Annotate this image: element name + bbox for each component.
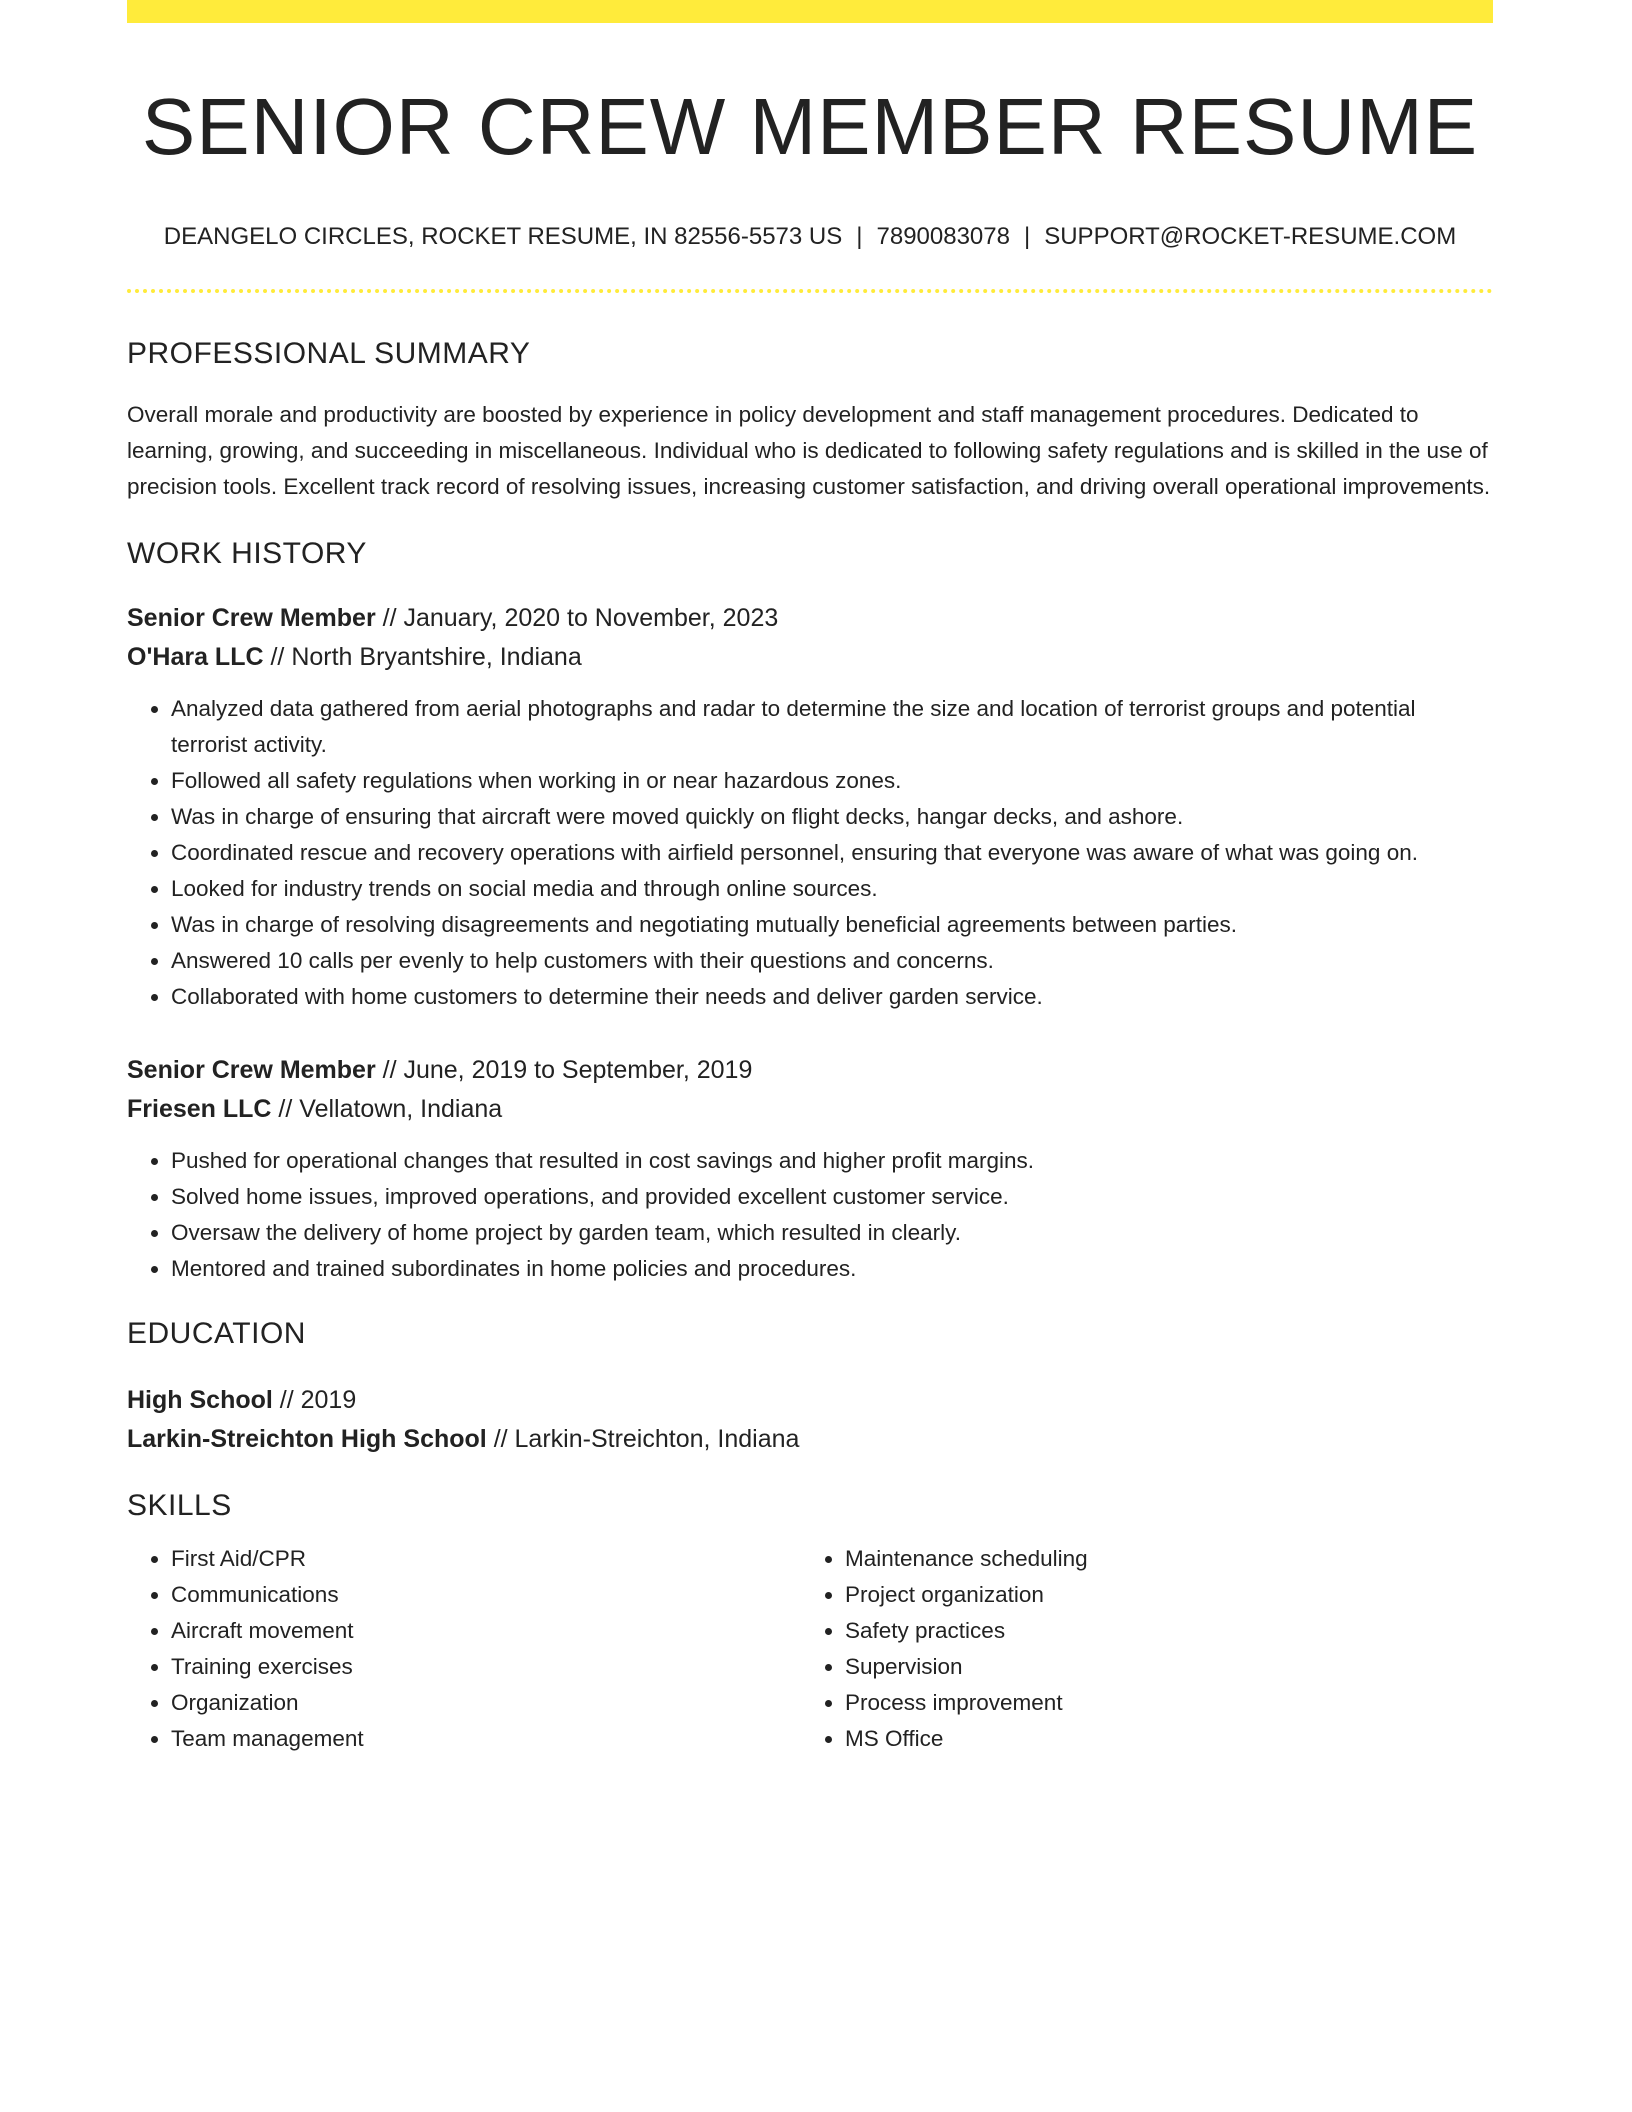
education-school-line bbox=[127, 1420, 1493, 1459]
job-company: Friesen LLC bbox=[127, 1095, 272, 1123]
list-item: • Was in charge of resolving disagreements and negotiating mutually beneficial agreements between parties. bbox=[171, 907, 1493, 943]
list-item: • Followed all safety regulations when working in or near hazardous zones. bbox=[171, 763, 1493, 799]
job-location: // North Bryantshire, Indiana bbox=[263, 643, 582, 671]
list-item: • Pushed for operational changes that resulted in cost savings and higher profit margins. bbox=[171, 1143, 1493, 1179]
skills-list-right bbox=[801, 1541, 1475, 1757]
job-company-line bbox=[127, 638, 1493, 677]
education-degree-line bbox=[127, 1381, 1493, 1420]
skill-item: • Training exercises bbox=[171, 1649, 801, 1685]
education-degree: High School bbox=[127, 1386, 273, 1414]
skills-columns bbox=[127, 1541, 1493, 1757]
list-item: • Answered 10 calls per evenly to help customers with their questions and concerns. bbox=[171, 943, 1493, 979]
skill-item: • Communications bbox=[171, 1577, 801, 1613]
skill-item: • First Aid/CPR bbox=[171, 1541, 801, 1577]
contact-email: SUPPORT@ROCKET-RESUME.COM bbox=[1044, 223, 1457, 250]
skill-item: • Supervision bbox=[845, 1649, 1475, 1685]
education-heading: EDUCATION bbox=[127, 1317, 306, 1350]
list-item: • Was in charge of ensuring that aircraft were moved quickly on flight decks, hangar decks, and ashore. bbox=[171, 799, 1493, 835]
contact-separator: | bbox=[1023, 223, 1031, 250]
job-title-line bbox=[127, 599, 1493, 638]
job-bullets bbox=[127, 691, 1493, 1015]
skill-item: • Process improvement bbox=[845, 1685, 1475, 1721]
skill-item: • Project organization bbox=[845, 1577, 1475, 1613]
contact-address: DEANGELO CIRCLES, ROCKET RESUME, IN 82556-5573 US bbox=[163, 223, 843, 250]
job-dates: // January, 2020 to November, 2023 bbox=[375, 604, 779, 632]
education-school: Larkin-Streichton High School bbox=[127, 1425, 487, 1453]
job-bullets bbox=[127, 1143, 1493, 1287]
summary-heading: PROFESSIONAL SUMMARY bbox=[127, 337, 531, 370]
resume-title: SENIOR CREW MEMBER RESUME bbox=[141, 82, 1479, 171]
list-item: • Oversaw the delivery of home project by garden team, which resulted in clearly. bbox=[171, 1215, 1493, 1251]
skill-item: • Maintenance scheduling bbox=[845, 1541, 1475, 1577]
job-entry bbox=[127, 1051, 1493, 1287]
list-item: • Analyzed data gathered from aerial photographs and radar to determine the size and location of terrorist groups and potential terrorist activity. bbox=[171, 691, 1493, 763]
contact-phone: 7890083078 bbox=[876, 223, 1010, 250]
skill-item: • Team management bbox=[171, 1721, 801, 1757]
work-history-heading: WORK HISTORY bbox=[127, 537, 367, 570]
dotted-divider bbox=[127, 289, 1493, 293]
job-entry bbox=[127, 599, 1493, 1015]
job-dates: // June, 2019 to September, 2019 bbox=[375, 1056, 753, 1084]
skills-list-left bbox=[127, 1541, 801, 1757]
skills-heading: SKILLS bbox=[127, 1489, 232, 1522]
skill-item: • MS Office bbox=[845, 1721, 1475, 1757]
skill-item: • Organization bbox=[171, 1685, 801, 1721]
accent-top-bar bbox=[127, 0, 1493, 23]
education-entry bbox=[127, 1381, 1493, 1459]
job-location: // Vellatown, Indiana bbox=[271, 1095, 503, 1123]
list-item: • Coordinated rescue and recovery operations with airfield personnel, ensuring that everyone was aware of what was going on. bbox=[171, 835, 1493, 871]
contact-separator: | bbox=[856, 223, 863, 250]
summary-text: Overall morale and productivity are boosted by experience in policy development and staff management procedures. Dedicated to learning, growing, and succeeding in miscellaneous. Individual who is dedicated to following safety regulations and is skilled in the use of precision tools. Excellent track record of resolving issues, increasing customer satisfaction, and driving overall operational improvements. bbox=[127, 402, 1491, 499]
skill-item: • Aircraft movement bbox=[171, 1613, 801, 1649]
list-item: • Looked for industry trends on social media and through online sources. bbox=[171, 871, 1493, 907]
job-title: Senior Crew Member bbox=[127, 1056, 376, 1084]
job-company-line bbox=[127, 1090, 1493, 1129]
list-item: • Solved home issues, improved operations, and provided excellent customer service. bbox=[171, 1179, 1493, 1215]
resume-page bbox=[127, 0, 1493, 1757]
education-location: // Larkin-Streichton, Indiana bbox=[486, 1425, 800, 1453]
job-title-line bbox=[127, 1051, 1493, 1090]
list-item: • Mentored and trained subordinates in home policies and procedures. bbox=[171, 1251, 1493, 1287]
skill-item: • Safety practices bbox=[845, 1613, 1475, 1649]
education-year: // 2019 bbox=[272, 1386, 357, 1414]
contact-line bbox=[127, 223, 1493, 251]
list-item: • Collaborated with home customers to determine their needs and deliver garden service. bbox=[171, 979, 1493, 1015]
job-title: Senior Crew Member bbox=[127, 604, 376, 632]
job-company: O'Hara LLC bbox=[127, 643, 264, 671]
